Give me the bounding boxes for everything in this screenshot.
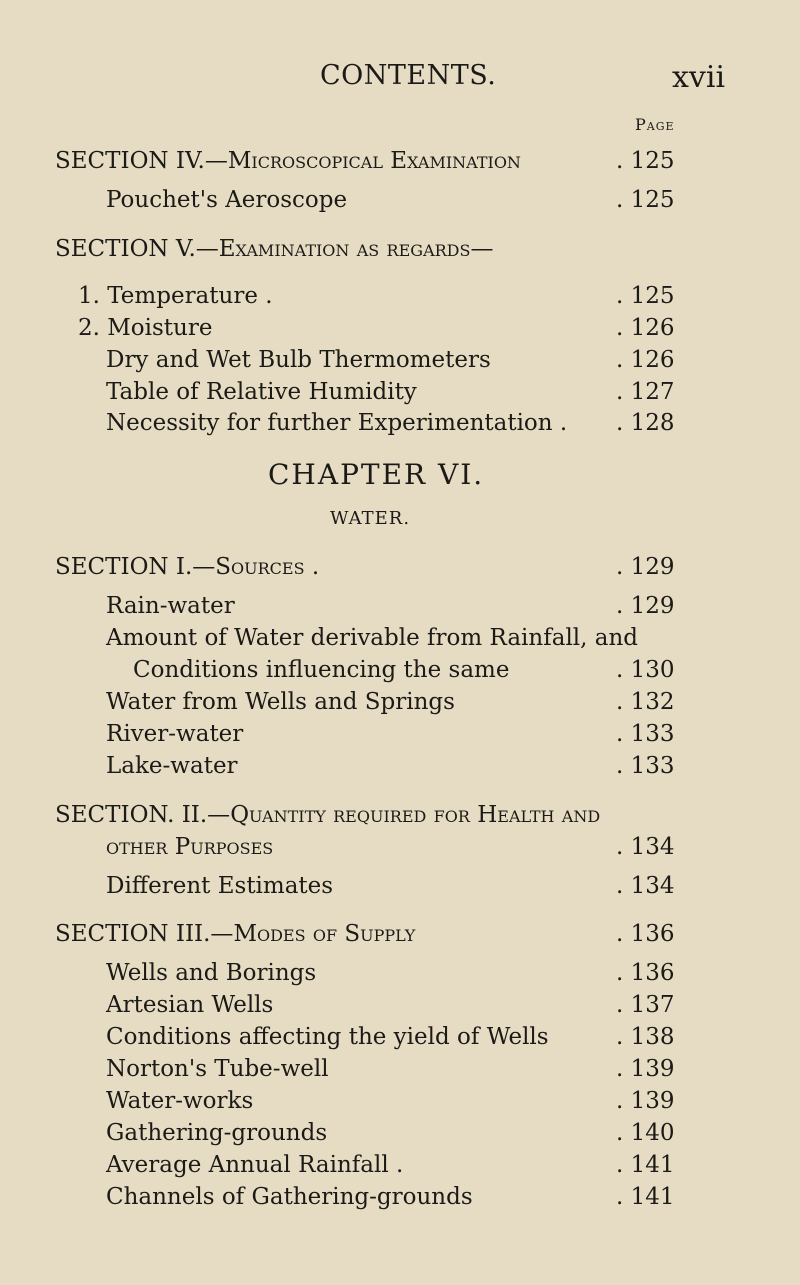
section-title: Sources . bbox=[215, 554, 320, 580]
page-ref: . 139 bbox=[616, 1056, 675, 1082]
toc-entry bbox=[0, 685, 800, 719]
entry-text: other Purposes bbox=[106, 834, 274, 860]
toc-entry bbox=[0, 830, 800, 864]
page-ref: . 129 bbox=[616, 554, 675, 580]
page-ref: . 140 bbox=[616, 1120, 675, 1146]
entry-text: Water-works bbox=[106, 1088, 254, 1114]
page-ref: . 139 bbox=[616, 1088, 675, 1114]
section-title: Quantity required for Health and bbox=[230, 802, 601, 828]
toc-entry bbox=[0, 589, 800, 623]
entry-text: 1. Temperature . bbox=[78, 283, 273, 309]
page-ref: . 136 bbox=[616, 960, 675, 986]
toc-entry bbox=[0, 988, 800, 1022]
section-heading: SECTION V.— bbox=[55, 236, 219, 262]
page-ref: . 129 bbox=[616, 593, 675, 619]
page-ref: . 125 bbox=[616, 148, 675, 174]
toc-entry bbox=[0, 1052, 800, 1086]
toc-entry bbox=[0, 798, 800, 832]
entry-text: Conditions affecting the yield of Wells bbox=[106, 1024, 549, 1050]
toc-entry bbox=[0, 232, 800, 266]
toc-entry bbox=[0, 311, 800, 345]
page-ref: . 133 bbox=[616, 721, 675, 747]
running-title: CONTENTS. bbox=[320, 60, 497, 91]
toc-entry bbox=[0, 1180, 800, 1214]
entry-text: Table of Relative Humidity bbox=[106, 379, 417, 405]
section-title: Microscopical Examination bbox=[227, 148, 521, 174]
entry-text: Wells and Borings bbox=[106, 960, 317, 986]
toc-entry bbox=[0, 653, 800, 687]
entry-text: Dry and Wet Bulb Thermometers bbox=[106, 347, 491, 373]
entry-text: River-water bbox=[106, 721, 244, 747]
section-title: Modes of Supply bbox=[233, 921, 416, 947]
page-ref: . 128 bbox=[616, 410, 675, 436]
toc-entry bbox=[0, 717, 800, 751]
toc-entry bbox=[0, 375, 800, 409]
entry-text: Artesian Wells bbox=[106, 992, 274, 1018]
page-ref: . 138 bbox=[616, 1024, 675, 1050]
entry-text: Amount of Water derivable from Rainfall, and bbox=[106, 625, 639, 651]
section-heading: SECTION III.— bbox=[55, 921, 234, 947]
entry-text: Lake-water bbox=[106, 753, 238, 779]
toc-entry bbox=[0, 343, 800, 377]
entry-text: Norton's Tube-well bbox=[106, 1056, 329, 1082]
page-ref: . 132 bbox=[616, 689, 675, 715]
toc-entry bbox=[0, 183, 800, 217]
toc-entry bbox=[0, 144, 800, 178]
entry-text: Different Estimates bbox=[106, 873, 334, 899]
page-ref: . 133 bbox=[616, 753, 675, 779]
toc-entry bbox=[0, 1116, 800, 1150]
entry-text: Conditions influencing the same bbox=[133, 657, 510, 683]
page-ref: . 136 bbox=[616, 921, 675, 947]
entry-text: Rain-water bbox=[106, 593, 235, 619]
section-heading: SECTION IV.— bbox=[55, 148, 228, 174]
toc-entry bbox=[0, 406, 800, 440]
page-ref: . 134 bbox=[616, 834, 675, 860]
page-ref: . 134 bbox=[616, 873, 675, 899]
chapter-subtitle: WATER. bbox=[330, 508, 411, 529]
entry-text: Pouchet's Aeroscope bbox=[106, 187, 348, 213]
toc-entry bbox=[0, 279, 800, 313]
toc-entry bbox=[0, 1020, 800, 1054]
toc-entry bbox=[0, 1148, 800, 1182]
toc-entry bbox=[0, 621, 800, 655]
page-column-label: Page bbox=[635, 115, 675, 134]
entry-text: Necessity for further Experimentation . bbox=[106, 410, 568, 436]
page-ref: . 127 bbox=[616, 379, 675, 405]
toc-entry bbox=[0, 1084, 800, 1118]
toc-entry bbox=[0, 550, 800, 584]
entry-text: Gathering-grounds bbox=[106, 1120, 328, 1146]
toc-entry bbox=[0, 917, 800, 951]
toc-entry bbox=[0, 869, 800, 903]
entry-text: 2. Moisture bbox=[78, 315, 213, 341]
entry-text: Water from Wells and Springs bbox=[106, 689, 455, 715]
page-ref: . 130 bbox=[616, 657, 675, 683]
page-ref: . 126 bbox=[616, 347, 675, 373]
toc-entry bbox=[0, 749, 800, 783]
section-title: Examination as regards— bbox=[218, 236, 494, 262]
toc-entry bbox=[0, 956, 800, 990]
entry-text: Average Annual Rainfall . bbox=[106, 1152, 404, 1178]
page-number: xvii bbox=[672, 60, 726, 95]
page-ref: . 125 bbox=[616, 283, 675, 309]
page-ref: . 126 bbox=[616, 315, 675, 341]
running-header bbox=[0, 60, 800, 100]
chapter-title: CHAPTER VI. bbox=[268, 458, 485, 491]
page-ref: . 141 bbox=[616, 1184, 675, 1210]
page-ref: . 137 bbox=[616, 992, 675, 1018]
page-ref: . 141 bbox=[616, 1152, 675, 1178]
section-heading: SECTION. II.— bbox=[55, 802, 231, 828]
page-ref: . 125 bbox=[616, 187, 675, 213]
section-heading: SECTION I.— bbox=[55, 554, 216, 580]
entry-text: Channels of Gathering-grounds bbox=[106, 1184, 473, 1210]
